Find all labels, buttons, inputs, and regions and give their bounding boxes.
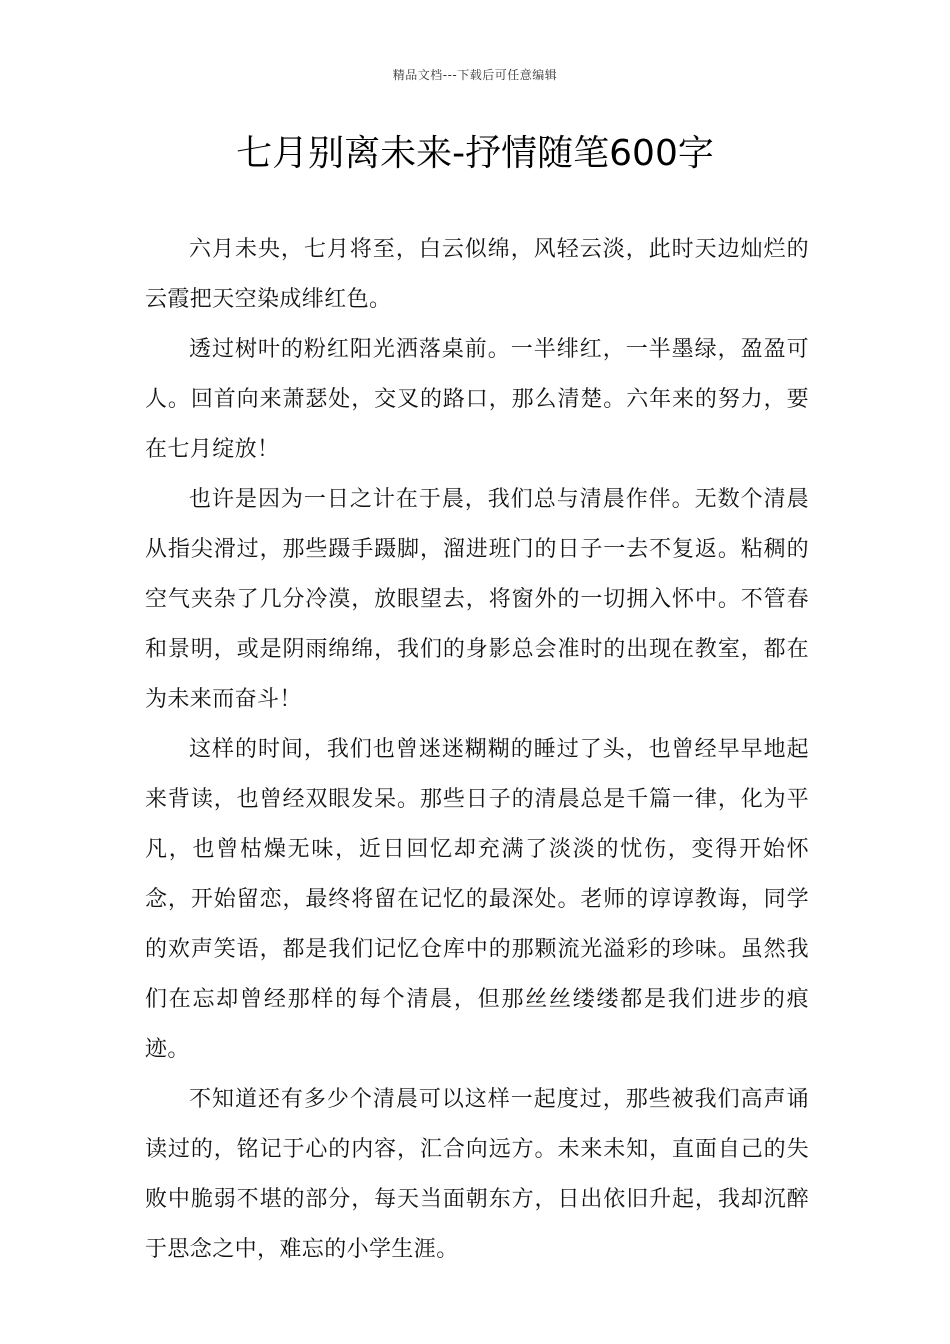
page-title: 七月别离未来-抒情随笔600字 [236, 133, 714, 174]
header-note: 精品文档---下载后可任意编辑 [392, 68, 558, 82]
paragraph-2: 透过树叶的粉红阳光洒落桌前。一半绯红，一半墨绿，盈盈可人。回首向来萧瑟处，交叉的路口，那么清楚。六年来的努力，要在七月绽放！ [145, 337, 809, 462]
article-body [145, 225, 809, 1275]
paragraph-1: 六月未央，七月将至，白云似绵，风轻云淡，此时天边灿烂的云霞把天空染成绯红色。 [145, 237, 809, 312]
paragraph-3: 也许是因为一日之计在于晨，我们总与清晨作伴。无数个清晨从指尖滑过，那些蹑手蹑脚，溜进班门的日子一去不复返。粘稠的空气夹杂了几分冷漠，放眼望去，将窗外的一切拥入怀中。不管春和景明，或是阴雨绵绵，我们的身影总会准时的出现在教室，都在为未来而奋斗！ [145, 487, 809, 712]
paragraph-5: 不知道还有多少个清晨可以这样一起度过，那些被我们高声诵读过的，铭记于心的内容，汇合向远方。未来未知，直面自己的失败中脆弱不堪的部分，每天当面朝东方，日出依旧升起，我却沉醉于思念之中，难忘的小学生涯。 [145, 1087, 809, 1262]
paragraph-4: 这样的时间，我们也曾迷迷糊糊的睡过了头，也曾经早早地起来背读，也曾经双眼发呆。那些日子的清晨总是千篇一律，化为平凡，也曾枯燥无味，近日回忆却充满了淡淡的忧伤，变得开始怀念，开始留恋，最终将留在记忆的最深处。老师的谆谆教诲，同学的欢声笑语，都是我们记忆仓库中的那颗流光溢彩的珍味。虽然我们在忘却曾经那样的每个清晨，但那丝丝缕缕都是我们进步的痕迹。 [145, 737, 809, 1062]
